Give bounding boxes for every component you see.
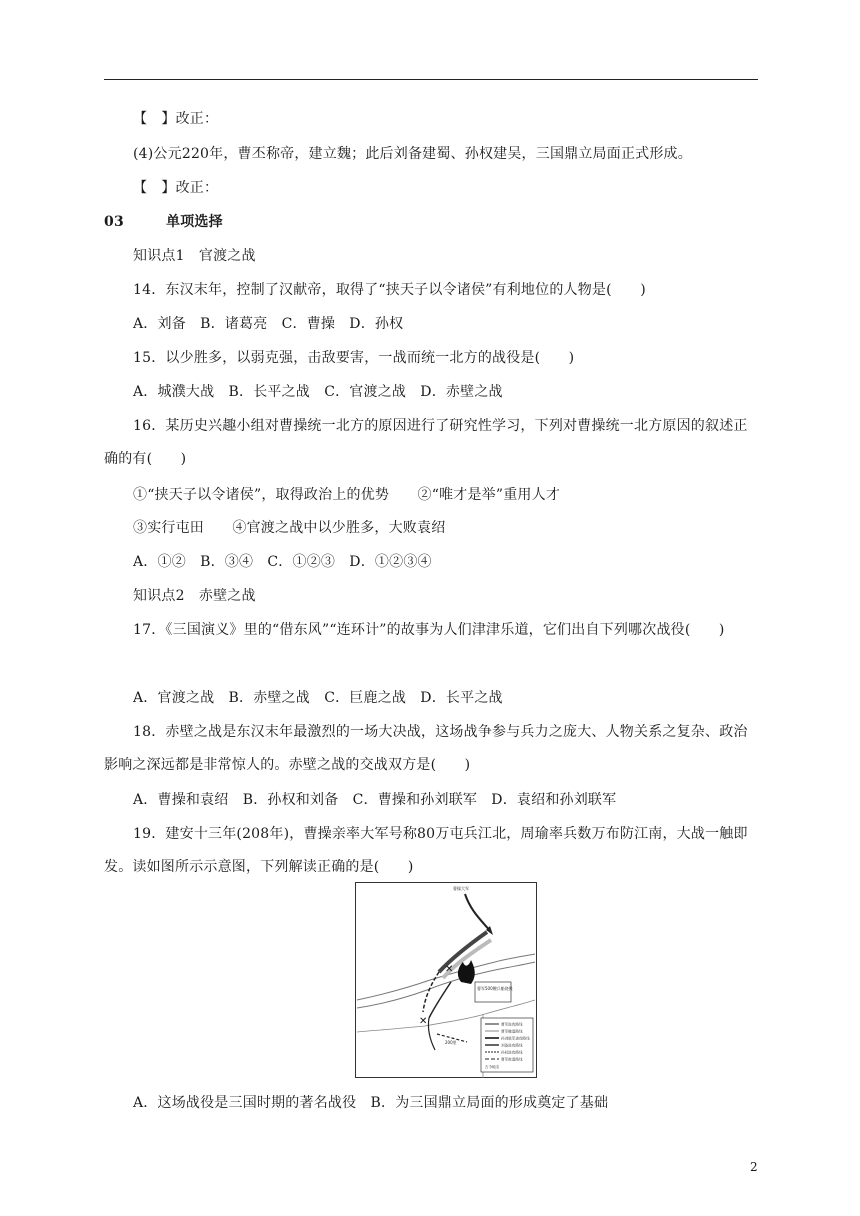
question-15: 15．以少胜多，以弱克强，击敌要害，一战而统一北方的战役是( ) bbox=[133, 350, 575, 366]
correction-line-1: 【 】改正： bbox=[133, 111, 219, 127]
question-19: 19．建安十三年(208年)，曹操亲率大军号称80万屯兵江北，周瑜率兵数万布防江南，大战一触即发。读如图所示示意图，下列解读正确的是( ) bbox=[104, 826, 748, 875]
map-note-label: 曹军500艘兵船烧毁 bbox=[477, 986, 513, 991]
map-start-label: 曹操大军 bbox=[453, 886, 469, 891]
correction-line-2: 【 】改正： bbox=[133, 180, 219, 196]
statement-4: (4)公元220年，曹丕称帝，建立魏；此后刘备建蜀、孙权建吴，三国鼎立局面正式形成。 bbox=[133, 146, 692, 162]
question-18-options: A．曹操和袁绍 B．孙权和刘备 C．曹操和孙刘联军 D．袁绍和孙刘联军 bbox=[133, 792, 617, 808]
knowledge-point-1: 知识点1 官渡之战 bbox=[133, 248, 256, 264]
legend-item-4: 刘备进攻路线 bbox=[501, 1043, 523, 1048]
legend-item-2: 曹军撤退路线 bbox=[501, 1029, 523, 1034]
question-14: 14．东汉末年，控制了汉献帝，取得了“挟天子以令诸侯”有利地位的人物是( ) bbox=[133, 282, 646, 298]
map-scale-label: 200里 bbox=[445, 1040, 457, 1045]
question-17: 17．《三国演义》里的“借东风”“连环计”的故事为人们津津乐道，它们出自下列哪次战役( ) bbox=[133, 622, 725, 638]
question-17-options: A．官渡之战 B．赤壁之战 C．巨鹿之战 D．长平之战 bbox=[133, 690, 503, 706]
legend-item-6: 曹军败退路线 bbox=[501, 1057, 523, 1062]
question-14-options: A．刘备 B．诸葛亮 C．曹操 D．孙权 bbox=[133, 316, 404, 332]
header-rule bbox=[104, 79, 758, 80]
page-number: 2 bbox=[750, 1160, 758, 1174]
legend-item-7: 古今地名 bbox=[485, 1065, 500, 1069]
question-16-statement-2: ③实行屯田 ④官渡之战中以少胜多，大败袁绍 bbox=[133, 520, 446, 536]
section-number: 03 bbox=[104, 214, 124, 230]
question-18: 18．赤壁之战是东汉末年最激烈的一场大决战，这场战争参与兵力之庞大、人物关系之复杂、政治影响之深远都是非常惊人的。赤壁之战的交战双方是( ) bbox=[104, 724, 748, 773]
question-16: 16．某历史兴趣小组对曹操统一北方的原因进行了研究性学习，下列对曹操统一北方原因的叙述正确的有( ) bbox=[104, 418, 748, 467]
question-16-statement-1: ①“挟天子以令诸侯”，取得政治上的优势 ②“唯才是举”重用人才 bbox=[133, 487, 561, 503]
knowledge-point-2: 知识点2 赤壁之战 bbox=[133, 588, 256, 604]
chibi-battle-map bbox=[355, 882, 537, 1078]
legend-item-1: 曹军进攻路线 bbox=[501, 1022, 523, 1027]
question-19-options: A．这场战役是三国时期的著名战役 B．为三国鼎立局面的形成奠定了基础 bbox=[133, 1095, 609, 1111]
svg-text:✕: ✕ bbox=[445, 964, 454, 975]
svg-text:✕: ✕ bbox=[419, 1016, 428, 1027]
question-15-options: A．城濮大战 B．长平之战 C．官渡之战 D．赤壁之战 bbox=[133, 384, 503, 400]
question-16-options: A．①② B．③④ C．①②③ D．①②③④ bbox=[133, 554, 432, 570]
legend-item-5: 孙权进攻路线 bbox=[501, 1050, 523, 1055]
section-title: 单项选择 bbox=[166, 214, 223, 230]
legend-item-3: 孙刘联军进攻路线 bbox=[501, 1036, 530, 1041]
